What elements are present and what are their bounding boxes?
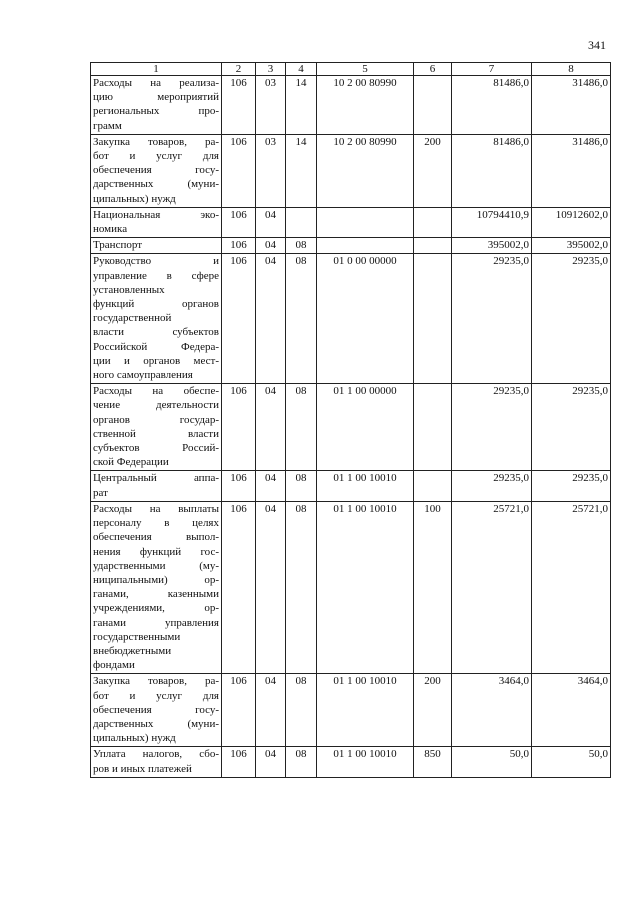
table-row [91,674,611,747]
row-name-line: номика [93,223,128,236]
target-article-cell: 01 1 00 10010 [317,501,414,673]
subsection-code-cell: 08 [286,384,317,471]
column-header: 7 [452,63,532,76]
column-header: 3 [256,63,286,76]
amount-year2-cell: 29235,0 [532,384,611,471]
amount-year1-cell: 29235,0 [452,254,532,384]
subsection-code-cell: 08 [286,747,317,777]
subsection-code-cell: 14 [286,76,317,135]
row-name-line: региональных про- [93,105,219,118]
row-name-line: учреждениями, ор- [93,602,219,615]
row-name-line: персоналу в целях [93,517,219,530]
row-name-line: Транспорт [93,239,143,252]
amount-year2-cell: 3464,0 [532,674,611,747]
section-code-cell: 04 [256,207,286,237]
row-name-line: бот и услуг для [93,150,219,163]
section-code-cell: 04 [256,471,286,501]
subsection-code-cell [286,207,317,237]
budget-table [90,62,611,778]
subsection-code-cell: 14 [286,134,317,207]
row-name-line: установленных [93,283,165,296]
row-name-line: ганами, казенными [93,588,219,601]
amount-year1-cell: 3464,0 [452,674,532,747]
amount-year2-cell: 31486,0 [532,76,611,135]
target-article-cell [317,238,414,254]
table-row [91,207,611,237]
target-article-cell: 01 0 00 00000 [317,254,414,384]
row-name-line: грамм [93,119,122,132]
column-header: 4 [286,63,317,76]
target-article-cell: 01 1 00 10010 [317,471,414,501]
expense-type-cell [414,471,452,501]
section-code-cell: 04 [256,674,286,747]
table-row [91,747,611,777]
row-name-line: Закупка товаров, ра- [93,675,219,688]
row-name-line: государственными [93,630,181,643]
row-name-line: Российской Федера- [93,340,219,353]
row-name-line: обеспечения госу- [93,164,219,177]
table-row [91,238,611,254]
row-name-cell [91,238,222,254]
expense-type-cell: 200 [414,674,452,747]
row-name-line: дарственных (муни- [93,178,219,191]
row-name-line: бот и услуг для [93,689,219,702]
row-name-cell [91,207,222,237]
target-article-cell: 01 1 00 00000 [317,384,414,471]
row-name-cell [91,674,222,747]
amount-year2-cell: 29235,0 [532,254,611,384]
table-row [91,471,611,501]
section-code-cell: 04 [256,747,286,777]
amount-year2-cell: 50,0 [532,747,611,777]
row-name-line: Расходы на реализа- [93,77,219,89]
ministry-code-cell: 106 [222,384,256,471]
row-name-line: ципальных) нужд [93,192,176,205]
row-name-line: рат [93,486,108,499]
table-row [91,254,611,384]
target-article-cell: 10 2 00 80990 [317,76,414,135]
row-name-line: ударственными (му- [93,559,219,572]
row-name-line: Расходы на выплаты [93,502,219,515]
row-name-cell [91,76,222,135]
table-row [91,76,611,135]
amount-year2-cell: 395002,0 [532,238,611,254]
expense-type-cell: 100 [414,501,452,673]
row-name-cell [91,254,222,384]
ministry-code-cell: 106 [222,674,256,747]
section-code-cell: 04 [256,254,286,384]
ministry-code-cell: 106 [222,471,256,501]
row-name-line: обеспечения выпол- [93,531,219,544]
section-code-cell: 04 [256,384,286,471]
row-name-line: власти субъектов [93,326,219,339]
header-row [91,63,611,76]
row-name-line: Национальная эко- [93,208,219,221]
subsection-code-cell: 08 [286,238,317,254]
row-name-line: субъектов Россий- [93,442,219,455]
row-name-cell [91,134,222,207]
row-name-line: чение деятельности [93,399,219,412]
expense-type-cell [414,384,452,471]
row-name-line: органов государ- [93,413,219,426]
expense-type-cell [414,238,452,254]
row-name-line: обеспечения госу- [93,703,219,716]
amount-year1-cell: 29235,0 [452,384,532,471]
row-name-line: нения функций гос- [93,545,219,558]
expense-type-cell [414,254,452,384]
row-name-line: ганами управления [93,616,219,629]
row-name-line: Центральный аппа- [93,472,219,485]
row-name-line: дарственных (муни- [93,717,219,730]
amount-year2-cell: 29235,0 [532,471,611,501]
row-name-line: ственной власти [93,427,219,440]
section-code-cell: 04 [256,238,286,254]
row-name-line: ров и иных платежей [93,762,192,775]
page-number: 341 [588,38,606,52]
row-name-line: государственной [93,312,172,325]
amount-year2-cell: 25721,0 [532,501,611,673]
row-name-line: ципальных) нужд [93,732,176,745]
amount-year1-cell: 29235,0 [452,471,532,501]
amount-year1-cell: 50,0 [452,747,532,777]
expense-type-cell: 850 [414,747,452,777]
expense-type-cell: 200 [414,134,452,207]
ministry-code-cell: 106 [222,254,256,384]
row-name-cell [91,384,222,471]
column-header: 8 [532,63,611,76]
expense-type-cell [414,207,452,237]
target-article-cell [317,207,414,237]
row-name-line: ниципальными) ор- [93,573,219,586]
column-header: 1 [91,63,222,76]
row-name-line: цию мероприятий [93,91,219,104]
column-header: 5 [317,63,414,76]
subsection-code-cell: 08 [286,471,317,501]
expense-type-cell [414,76,452,135]
subsection-code-cell: 08 [286,674,317,747]
amount-year2-cell: 10912602,0 [532,207,611,237]
row-name-line: ции и органов мест- [93,354,219,367]
amount-year1-cell: 395002,0 [452,238,532,254]
row-name-line: фондами [93,659,135,672]
row-name-line: Закупка товаров, ра- [93,135,219,148]
row-name-cell [91,471,222,501]
column-header: 2 [222,63,256,76]
row-name-cell [91,501,222,673]
row-name-line: ской Федерации [93,456,169,469]
amount-year1-cell: 81486,0 [452,134,532,207]
row-name-line: управление в сфере [93,269,219,282]
amount-year2-cell: 31486,0 [532,134,611,207]
section-code-cell: 03 [256,134,286,207]
subsection-code-cell: 08 [286,254,317,384]
target-article-cell: 01 1 00 10010 [317,747,414,777]
table-row [91,384,611,471]
ministry-code-cell: 106 [222,747,256,777]
ministry-code-cell: 106 [222,238,256,254]
target-article-cell: 10 2 00 80990 [317,134,414,207]
ministry-code-cell: 106 [222,501,256,673]
row-name-line: ного самоуправления [93,369,193,382]
table-row [91,501,611,673]
ministry-code-cell: 106 [222,134,256,207]
amount-year1-cell: 81486,0 [452,76,532,135]
amount-year1-cell: 10794410,9 [452,207,532,237]
row-name-line: функций органов [93,298,219,311]
row-name-line: Руководство и [93,255,219,268]
section-code-cell: 04 [256,501,286,673]
column-header: 6 [414,63,452,76]
section-code-cell: 03 [256,76,286,135]
subsection-code-cell: 08 [286,501,317,673]
row-name-cell [91,747,222,777]
row-name-line: Уплата налогов, сбо- [93,748,219,761]
ministry-code-cell: 106 [222,207,256,237]
row-name-line: внебюджетными [93,644,172,657]
table-row [91,134,611,207]
ministry-code-cell: 106 [222,76,256,135]
row-name-line: Расходы на обеспе- [93,385,219,398]
target-article-cell: 01 1 00 10010 [317,674,414,747]
amount-year1-cell: 25721,0 [452,501,532,673]
